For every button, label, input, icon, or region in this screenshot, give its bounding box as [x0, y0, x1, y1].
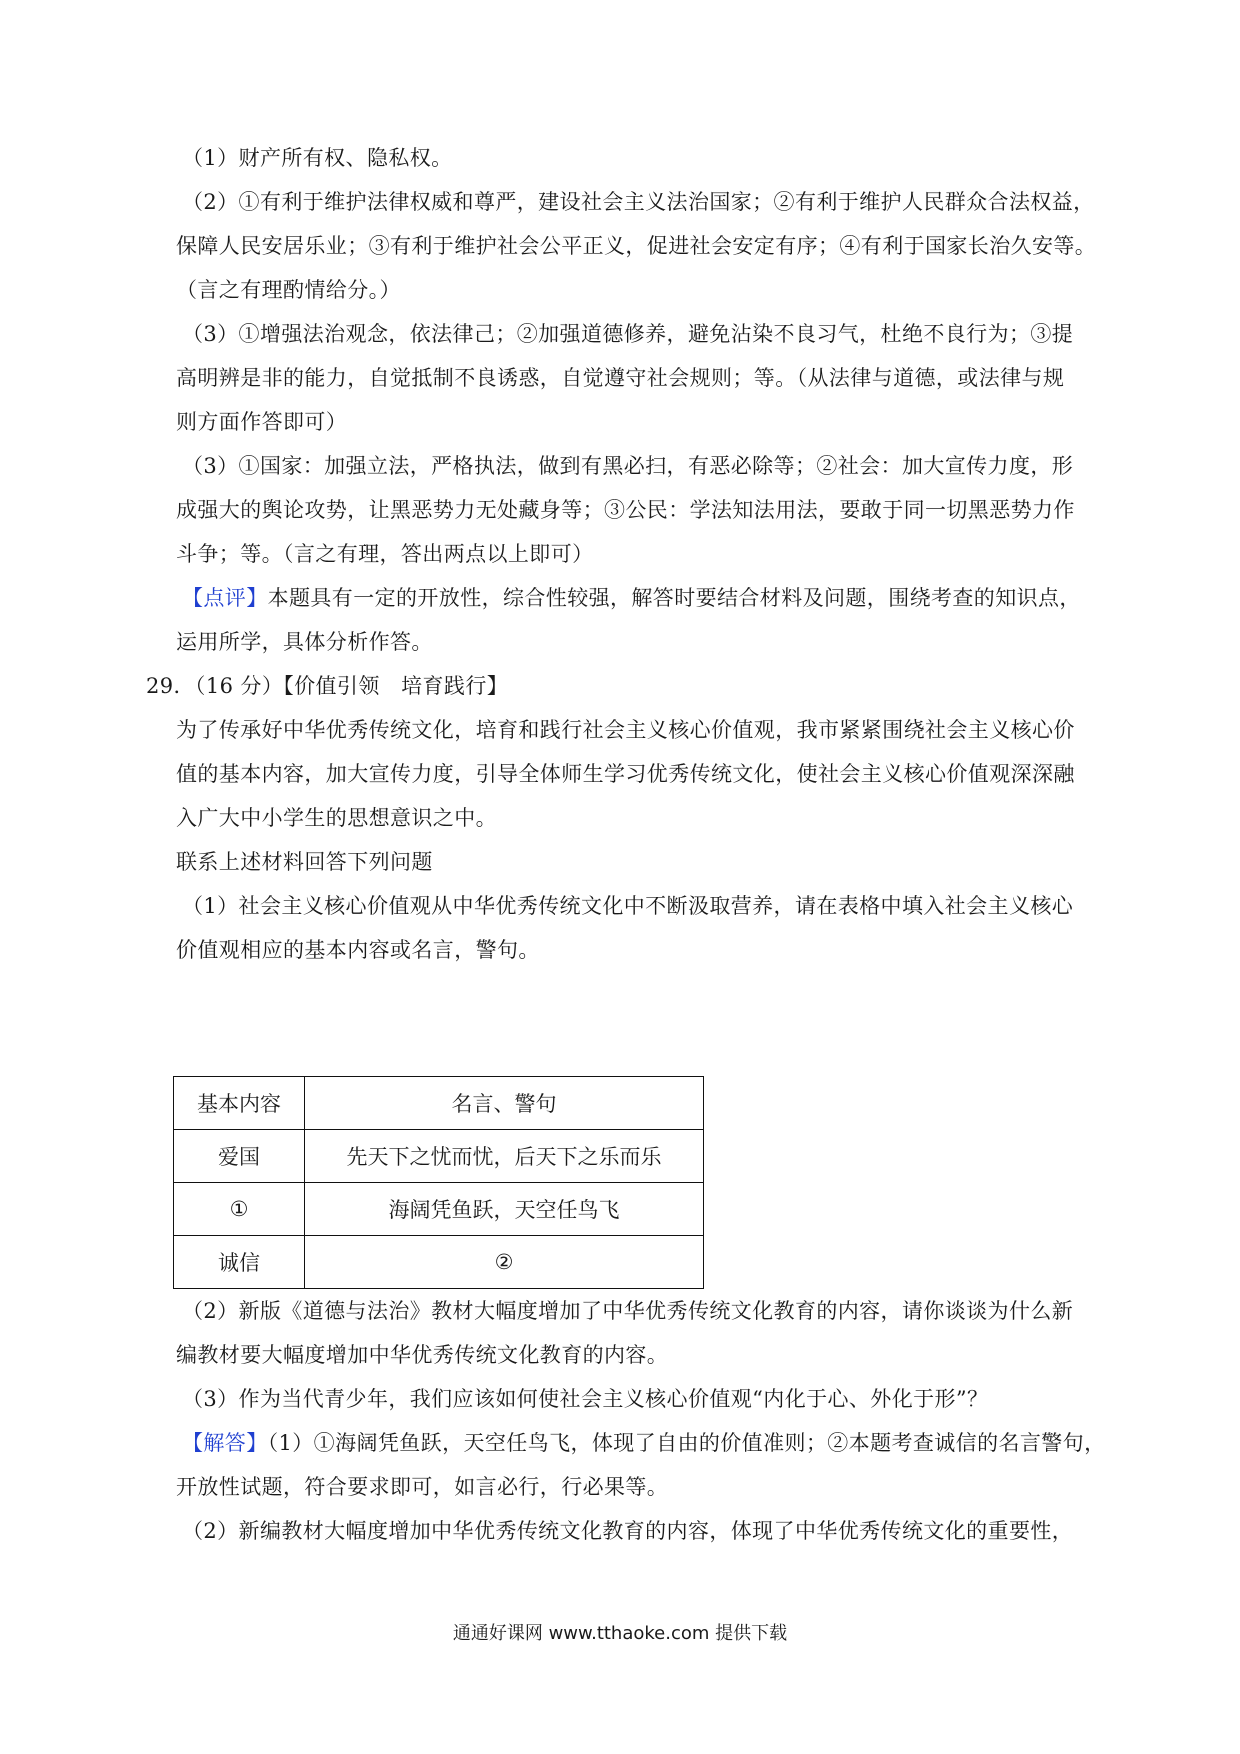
answer-paragraph-4-line-1: （3）①国家：加强立法，严格执法，做到有黑必扫，有恶必除等；②社会：加大宣传力度，形 — [182, 454, 1074, 478]
answer-paragraph-2-line-1: （2）①有利于维护法律权威和尊严，建设社会主义法治国家；②有利于维护人民群众合法权益， — [182, 190, 1095, 214]
table-cell: 诚信 — [174, 1236, 305, 1289]
table-header-row — [174, 1077, 704, 1130]
table-row — [174, 1183, 704, 1236]
table-row — [174, 1236, 704, 1289]
values-table — [173, 1076, 704, 1289]
material-line-2: 值的基本内容，加大宣传力度，引导全体师生学习优秀传统文化，使社会主义核心价值观深深融 — [176, 762, 1075, 786]
table-cell: 海阔凭鱼跃，天空任鸟飞 — [305, 1183, 704, 1236]
sub-question-2-line-2: 编教材要大幅度增加中华优秀传统文化教育的内容。 — [176, 1343, 669, 1367]
comment-text: 本题具有一定的开放性，综合性较强，解答时要结合材料及问题，围绕考查的知识点， — [267, 586, 1081, 610]
sub-question-1-line-2: 价值观相应的基本内容或名言，警句。 — [176, 938, 540, 962]
comment-line-1 — [182, 583, 1102, 613]
material-line-1: 为了传承好中华优秀传统文化，培育和践行社会主义核心价值观，我市紧紧围绕社会主义核心价 — [176, 718, 1075, 742]
answer-line-2: 开放性试题，符合要求即可，如言必行，行必果等。 — [176, 1475, 669, 1499]
page-footer: 通通好课网 www.tthaoke.com 提供下载 — [452, 1623, 788, 1644]
answer-paragraph-3-line-2: 高明辨是非的能力，自觉抵制不良诱惑，自觉遵守社会规则；等。（从法律与道德，或法律与规 — [176, 366, 1065, 390]
answer-paragraph-3-line-1: （3）①增强法治观念，依法律己；②加强道德修养，避免沾染不良习气，杜绝不良行为；③提 — [182, 322, 1074, 346]
answer-paragraph-4-line-3: 斗争；等。（言之有理，答出两点以上即可） — [176, 542, 594, 566]
answer-line-3: （2）新编教材大幅度增加中华优秀传统文化教育的内容，体现了中华优秀传统文化的重要性， — [182, 1519, 1074, 1543]
answer-paragraph-2-line-2: 保障人民安居乐业；③有利于维护社会公平正义，促进社会安定有序；④有利于国家长治久安等。 — [176, 234, 1097, 258]
table-row — [174, 1130, 704, 1183]
material-line-3: 入广大中小学生的思想意识之中。 — [176, 806, 497, 830]
answer-paragraph-2-line-3: （言之有理酌情给分。） — [176, 278, 401, 302]
table-cell: ② — [305, 1236, 704, 1289]
answer-paragraph-4-line-2: 成强大的舆论攻势，让黑恶势力无处藏身等；③公民：学法知法用法，要敢于同一切黑恶势力作 — [176, 498, 1075, 522]
table-cell: 爱国 — [174, 1130, 305, 1183]
answer-paragraph-1: （1）财产所有权、隐私权。 — [182, 146, 453, 170]
question-prompt: 联系上述材料回答下列问题 — [176, 850, 433, 874]
answer-line-1 — [182, 1428, 1106, 1458]
answer-tag: 【解答】 — [182, 1431, 268, 1455]
answer-paragraph-3-line-3: 则方面作答即可） — [176, 410, 348, 434]
sub-question-2-line-1: （2）新版《道德与法治》教材大幅度增加了中华优秀传统文化教育的内容，请你谈谈为什么新 — [182, 1299, 1074, 1323]
table-header-cell: 名言、警句 — [305, 1077, 704, 1130]
comment-tag: 【点评】 — [182, 586, 268, 610]
comment-line-2: 运用所学，具体分析作答。 — [176, 630, 433, 654]
answer-text: （1）①海阔凭鱼跃，天空任鸟飞，体现了自由的价值准则；②本题考查诚信的名言警句， — [267, 1431, 1106, 1455]
table-cell: 先天下之忧而忧，后天下之乐而乐 — [305, 1130, 704, 1183]
table-header-cell: 基本内容 — [174, 1077, 305, 1130]
sub-question-3: （3）作为当代青少年，我们应该如何使社会主义核心价值观“内化于心、外化于形”？ — [182, 1387, 989, 1411]
table-cell: ① — [174, 1183, 305, 1236]
question-29-header: 29．（16 分）【价值引领 培育践行】 — [146, 674, 509, 698]
sub-question-1-line-1: （1）社会主义核心价值观从中华优秀传统文化中不断汲取营养，请在表格中填入社会主义核心 — [182, 894, 1074, 918]
